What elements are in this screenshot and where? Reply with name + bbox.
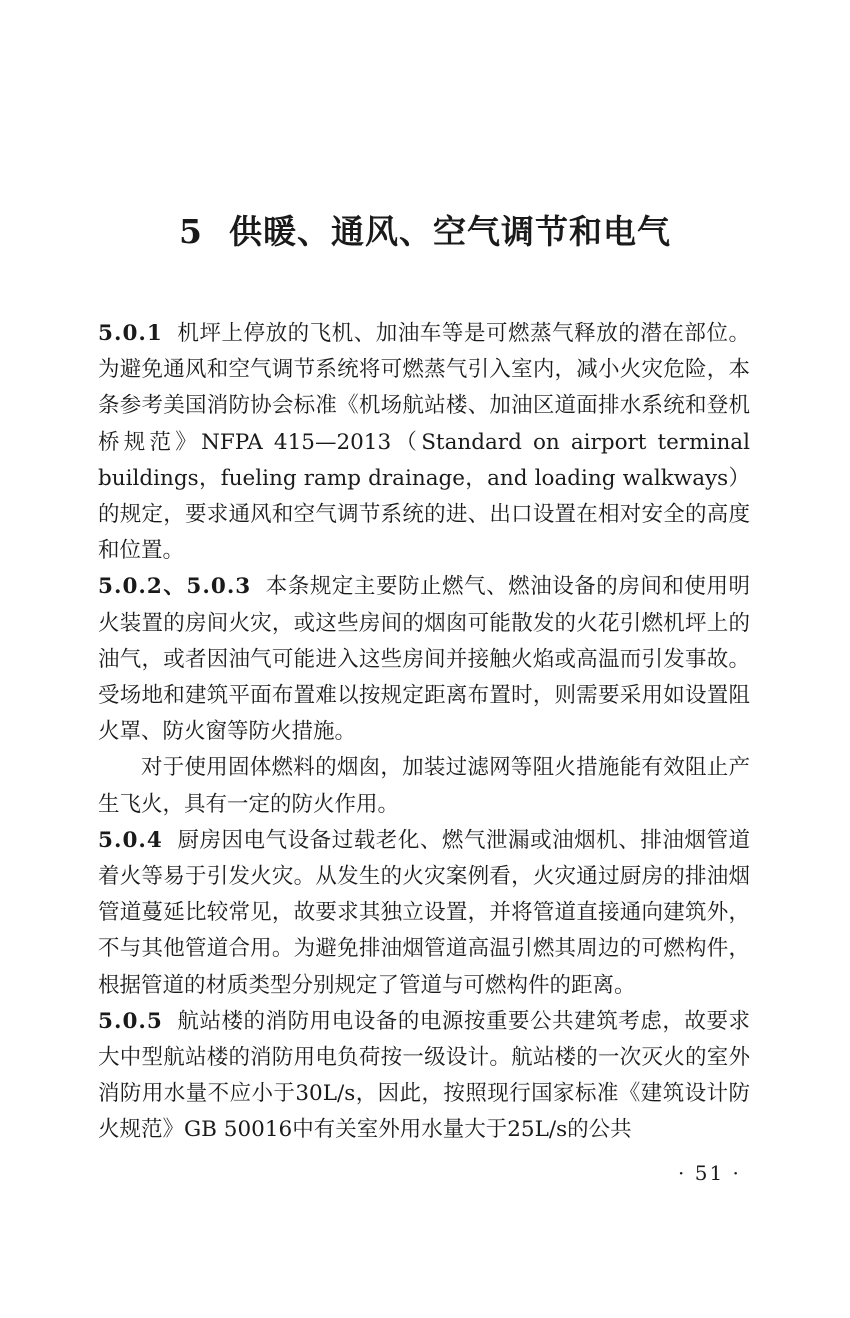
paragraph-text: 对于使用固体燃料的烟囱，加装过滤网等阻火措施能有效阻止产生飞火，具有一定的防火作用。 <box>98 755 750 817</box>
body-text <box>98 316 750 1149</box>
clause-number: 5.0.1 <box>98 321 163 346</box>
chapter-title-text: 供暖、通风、空气调节和电气 <box>228 212 671 251</box>
paragraph-continuation <box>98 750 750 822</box>
clause-number: 5.0.4 <box>98 827 163 853</box>
clause-number: 5.0.5 <box>98 1008 163 1034</box>
paragraph-text: 机坪上停放的飞机、加油车等是可燃蒸气释放的潜在部位。为避免通风和空气调节系统将可燃蒸气引入室内，减小火灾危险，本条参考美国消防协会标准《机场航站楼、加油区道面排水系统和登机桥规范》NFPA 415—2013（Standard on airport terminal buildings，fueling ramp drainage，and loading walkways）的规定，要求通风和空气调节系统的进、出口设置在相对安全的高度和位置。 <box>98 321 750 564</box>
chapter-number: 5 <box>179 212 203 251</box>
paragraph-5-0-2 <box>98 569 750 750</box>
paragraph-5-0-5 <box>98 1004 750 1149</box>
paragraph-5-0-1 <box>98 316 750 569</box>
paragraph-5-0-4 <box>98 823 750 1004</box>
paragraph-text: 航站楼的消防用电设备的电源按重要公共建筑考虑，故要求大中型航站楼的消防用电负荷按一级设计。航站楼的一次灭火的室外消防用水量不应小于30L/s，因此，按照现行国家标准《建筑设计防火规范》GB 50016中有关室外用水量大于25L/s的公共 <box>98 1008 750 1143</box>
paragraph-text: 本条规定主要防止燃气、燃油设备的房间和使用明火装置的房间火灾，或这些房间的烟囱可能散发的火花引燃机坪上的油气，或者因油气可能进入这些房间并接触火焰或高温而引发事故。受场地和建筑平面布置难以按规定距离布置时，则需要采用如设置阻火罩、防火窗等防火措施。 <box>98 574 750 745</box>
chapter-title <box>0 206 850 253</box>
page-number: · 51 · <box>678 1161 741 1185</box>
clause-number: 5.0.2、5.0.3 <box>98 574 252 600</box>
paragraph-text: 厨房因电气设备过载老化、燃气泄漏或油烟机、排油烟管道着火等易于引发火灾。从发生的火灾案例看，火灾通过厨房的排油烟管道蔓延比较常见，故要求其独立设置，并将管道直接通向建筑外，不与其他管道合用。为避免排油烟管道高温引燃其周边的可燃构件，根据管道的材质类型分别规定了管道与可燃构件的距离。 <box>98 827 750 998</box>
